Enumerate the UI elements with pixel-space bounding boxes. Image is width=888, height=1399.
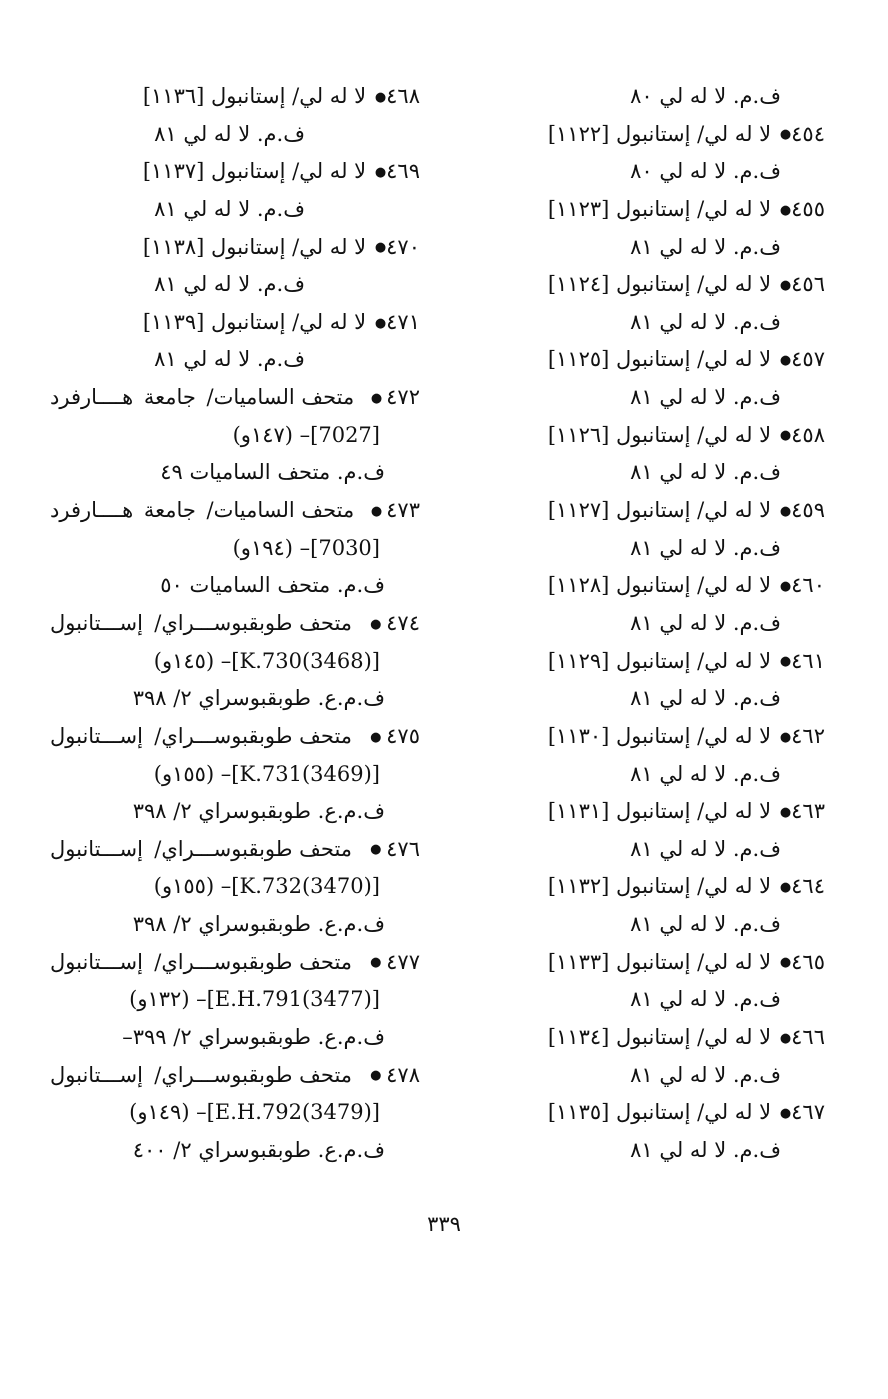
bullet-icon: ●: [779, 579, 792, 594]
catalog-entry: [50, 304, 420, 342]
bullet-icon: ●: [779, 127, 792, 143]
catalog-entry: [455, 492, 825, 530]
catalog-entry: [50, 153, 420, 191]
bullet-icon: ●: [779, 353, 792, 369]
entry-number: ٤٧١: [386, 309, 420, 334]
entry-text: لا له لي/ إستانبول [١١٢٢]: [547, 121, 772, 146]
entry-text: لا له لي/ إستانبول [١١٣٩]: [142, 309, 367, 334]
catalog-entry: [50, 379, 420, 417]
entry-number: ٤٥٥: [791, 196, 825, 221]
reference-line: ف.م. لا له لي ٨١: [630, 761, 781, 786]
catalog-entry: [455, 793, 825, 831]
bullet-icon: ●: [779, 955, 792, 971]
bullet-icon: ●: [779, 654, 792, 670]
catalog-entry: [455, 567, 825, 605]
entry-number: ٤٥٤: [791, 121, 825, 146]
page-number: ٣٣٩: [427, 1212, 461, 1236]
catalog-entry: [50, 492, 420, 530]
reference-line: ف.م.ع. طوبقبوسراي ٢/ ٤٠٠: [132, 1137, 385, 1162]
entry-text: متحف طوبقبوســـراي/ إســـتانبول: [50, 610, 353, 635]
entry-number: ٤٦٧: [791, 1100, 825, 1125]
entry-text: لا له لي/ إستانبول [١١٣٧]: [142, 159, 367, 184]
reference-line: ف.م.ع. طوبقبوسراي ٢/ ٣٩٩–: [122, 1025, 385, 1050]
entry-text: لا له لي/ إستانبول [١١٢٣]: [547, 196, 772, 221]
catalog-entry: [455, 868, 825, 906]
entry-number: ٤٥٩: [791, 498, 825, 523]
shelfmark-line: [(3469)K.731]– (١٥٥و): [153, 761, 380, 786]
reference-line: ف.م. لا له لي ٨١: [630, 1137, 781, 1162]
reference-line: ف.م. لا له لي ٨١: [630, 385, 781, 410]
reference-line: ف.م. لا له لي ٨١: [630, 460, 781, 485]
catalog-entry: [455, 417, 825, 455]
entry-text: لا له لي/ إستانبول [١١٣٣]: [547, 949, 772, 974]
entry-number: ٤٧٧: [386, 949, 420, 974]
entry-number: ٤٦٥: [791, 949, 825, 974]
entry-number: ٤٧٣: [386, 498, 420, 523]
reference-line: ف.م. لا له لي ٨١: [154, 121, 305, 146]
bullet-icon: ●: [779, 277, 792, 293]
entry-number: ٤٦٤: [791, 874, 825, 899]
reference-line: ف.م.ع. طوبقبوسراي ٢/ ٣٩٨: [132, 912, 385, 937]
reference-line: ف.م. لا له لي ٨٠: [630, 84, 781, 108]
bullet-icon: ●: [365, 955, 387, 971]
reference-line: ف.م. لا له لي ٨١: [630, 535, 781, 560]
reference-line: ف.م. لا له لي ٨١: [630, 234, 781, 259]
entry-text: متحف طوبقبوســـراي/ إســـتانبول: [50, 723, 353, 748]
entry-number: ٤٦٨: [386, 84, 420, 108]
catalog-entry: [455, 341, 825, 379]
entry-number: ٤٧٤: [386, 610, 420, 635]
bullet-icon: ●: [374, 240, 387, 256]
bullet-icon: ●: [365, 1068, 387, 1084]
entry-text: لا له لي/ إستانبول [١١٣١]: [547, 799, 772, 824]
bullet-icon: ●: [374, 164, 387, 180]
bullet-icon: ●: [779, 428, 792, 444]
reference-line: ف.م. متحف الساميات ٥٠: [160, 573, 385, 598]
bullet-icon: ●: [374, 89, 387, 105]
entry-number: ٤٧٨: [386, 1062, 420, 1087]
reference-line: ف.م. لا له لي ٨١: [630, 610, 781, 635]
left-column: [50, 78, 420, 1170]
catalog-entry: [455, 266, 825, 304]
reference-line: ف.م. لا له لي ٨١: [630, 912, 781, 937]
entry-number: ٤٥٨: [791, 422, 825, 447]
entry-number: ٤٥٦: [791, 272, 825, 297]
shelfmark-line: [7027]– (١٤٧و): [232, 422, 380, 447]
reference-line: ف.م. لا له لي ٨١: [630, 686, 781, 711]
entry-text: لا له لي/ إستانبول [١١٢٨]: [547, 573, 772, 598]
reference-line: ف.م. لا له لي ٨١: [630, 1062, 781, 1087]
entry-number: ٤٦٠: [791, 573, 825, 598]
entry-text: متحف الساميات/ جامعة هــــارفرد: [50, 385, 355, 410]
entry-number: ٤٦٩: [386, 159, 420, 184]
shelfmark-line: [7030]– (١٩٤و): [232, 535, 380, 560]
entry-text: لا له لي/ إستانبول [١١٢٧]: [547, 498, 772, 523]
entry-text: لا له لي/ إستانبول [١١٣٥]: [547, 1100, 772, 1125]
entry-number: ٤٧٥: [386, 723, 420, 748]
catalog-entry: [50, 229, 420, 267]
entry-text: متحف طوبقبوســـراي/ إســـتانبول: [50, 1062, 353, 1087]
entry-number: ٤٧٠: [386, 234, 420, 259]
entry-number: ٤٦٦: [791, 1025, 825, 1050]
entry-text: لا له لي/ إستانبول [١١٣٦]: [142, 84, 367, 108]
bullet-icon: ●: [366, 390, 387, 406]
entry-number: ٤٥٧: [791, 347, 825, 372]
reference-line: ف.م. لا له لي ٨١: [630, 836, 781, 861]
entry-number: ٤٦٢: [791, 723, 825, 748]
entry-text: لا له لي/ إستانبول [١١٢٦]: [547, 422, 772, 447]
catalog-entry: [50, 831, 420, 869]
shelfmark-line: [(3470)K.732]– (١٥٥و): [153, 874, 380, 899]
bullet-icon: ●: [374, 315, 387, 331]
catalog-entry: [50, 718, 420, 756]
entry-text: لا له لي/ إستانبول [١١٣٢]: [547, 874, 772, 899]
right-column: [455, 78, 825, 1170]
entry-number: ٤٧٢: [386, 385, 420, 410]
reference-line: ف.م.ع. طوبقبوسراي ٢/ ٣٩٨: [132, 686, 385, 711]
bullet-icon: ●: [779, 880, 792, 896]
catalog-entry: [455, 643, 825, 681]
reference-line: ف.م. لا له لي ٨٠: [630, 159, 781, 184]
bullet-icon: ●: [779, 804, 792, 820]
bullet-icon: ●: [365, 842, 387, 858]
catalog-entry: [50, 78, 420, 116]
catalog-entry: [455, 718, 825, 756]
entry-text: لا له لي/ إستانبول [١١٢٩]: [547, 648, 772, 673]
shelfmark-line: [(3477)E.H.791]– (١٣٢و): [129, 987, 380, 1012]
entry-number: ٤٦٣: [791, 799, 825, 824]
bullet-icon: ●: [365, 729, 387, 745]
entry-number: ٤٦١: [791, 648, 825, 673]
bullet-icon: ●: [779, 202, 792, 218]
reference-line: ف.م.ع. طوبقبوسراي ٢/ ٣٩٨: [132, 799, 385, 824]
entry-text: لا له لي/ إستانبول [١١٣٨]: [142, 234, 367, 259]
catalog-entry: [455, 1094, 825, 1132]
catalog-entry: [455, 944, 825, 982]
entry-number: ٤٧٦: [386, 836, 420, 861]
bullet-icon: ●: [366, 503, 387, 519]
bullet-icon: ●: [779, 1030, 792, 1046]
catalog-entry: [455, 191, 825, 229]
catalog-entry: [455, 1019, 825, 1057]
reference-line: ف.م. لا له لي ٨١: [630, 987, 781, 1012]
entry-text: لا له لي/ إستانبول [١١٢٤]: [547, 272, 772, 297]
bullet-icon: ●: [779, 503, 792, 519]
reference-line: ف.م. متحف الساميات ٤٩: [160, 460, 385, 485]
catalog-entry: [50, 944, 420, 982]
shelfmark-line: [(3468)K.730]– (١٤٥و): [153, 648, 380, 673]
shelfmark-line: [(3479)E.H.792]– (١٤٩و): [129, 1100, 380, 1125]
bullet-icon: ●: [779, 1105, 792, 1121]
bullet-icon: ●: [365, 616, 387, 632]
entry-text: لا له لي/ إستانبول [١١٣٤]: [547, 1025, 772, 1050]
bullet-icon: ●: [779, 729, 792, 745]
entry-text: متحف الساميات/ جامعة هــــارفرد: [50, 498, 355, 523]
catalog-entry: [455, 116, 825, 154]
reference-line: ف.م. لا له لي ٨١: [630, 309, 781, 334]
catalog-entry: [50, 1057, 420, 1095]
reference-line: ف.م. لا له لي ٨١: [154, 347, 305, 372]
reference-line: ف.م. لا له لي ٨١: [154, 272, 305, 297]
catalog-entry: [50, 605, 420, 643]
entry-text: متحف طوبقبوســـراي/ إســـتانبول: [50, 949, 353, 974]
reference-line: ف.م. لا له لي ٨١: [154, 196, 305, 221]
entry-text: لا له لي/ إستانبول [١١٣٠]: [547, 723, 772, 748]
entry-text: لا له لي/ إستانبول [١١٢٥]: [547, 347, 772, 372]
entry-text: متحف طوبقبوســـراي/ إســـتانبول: [50, 836, 353, 861]
